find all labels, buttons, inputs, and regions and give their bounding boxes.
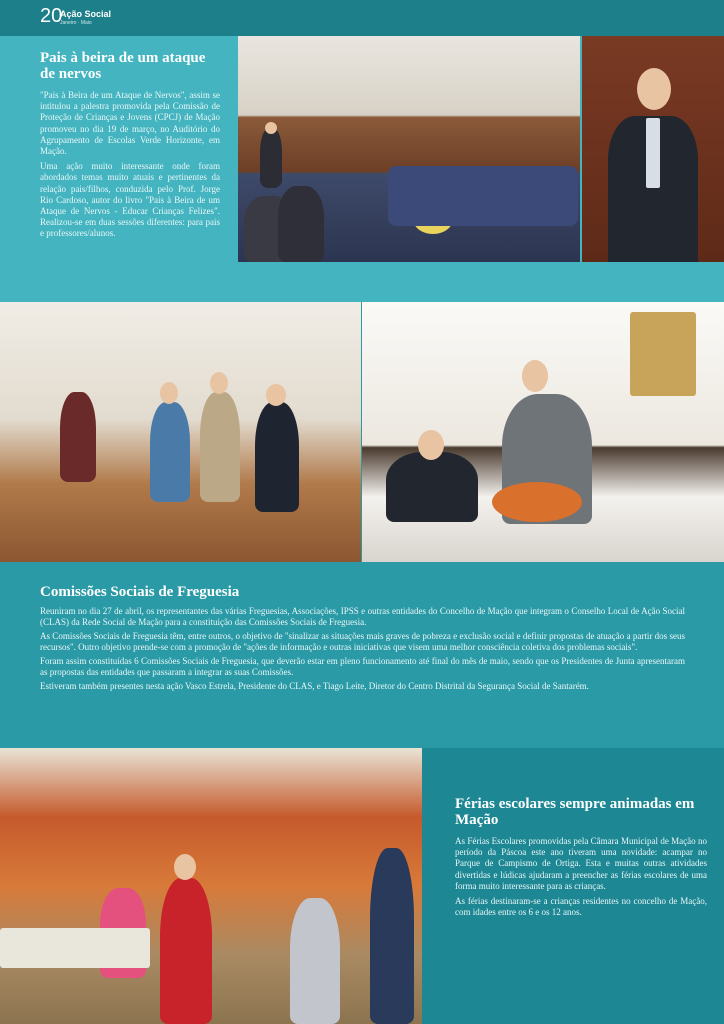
article-paragraph: Uma ação muito interessante onde foram abordados temas muito atuais e pertinentes da relação pais/filhos, conduzida pelo Prof. Jorge Rio Cardoso, autor do livro "Pais à Beira de um Ataque de Nervos - Educar Crianças Felizes". Realizou-se em duas sessões diferentes: para pais e professores/alunos. [40, 161, 220, 239]
photo-meeting-audience [0, 302, 361, 562]
page-number: 20 [40, 5, 63, 27]
article-text [40, 584, 685, 695]
article-paragraph: As Férias Escolares promovidas pela Câmara Municipal de Mação no período da Páscoa este ano tiveram uma novidade: acampar no Parque de Campismo de Ortiga. Esta e muitas outras atividades divertidas e lúdicas ajudaram a preencher as férias escolares de uma forma muito interessante para as crianças. [455, 836, 707, 891]
section-label: Ação Social [60, 9, 112, 19]
photo-speaker [582, 36, 724, 262]
page-header [0, 0, 724, 36]
article-text [455, 796, 707, 922]
photo-children-activity-room [0, 748, 422, 1024]
photo-auditorium-audience [238, 36, 580, 262]
article-paragraph: Estiveram também presentes nesta ação Vasco Estrela, Presidente do CLAS, e Tiago Leite, Diretor do Centro Distrital da Segurança Social de Santarém. [40, 681, 589, 691]
article-text [40, 50, 220, 244]
article-paragraph: As férias destinaram-se a crianças residentes no concelho de Mação, com idades entre os 6 e os 12 anos. [455, 896, 707, 918]
photo-officials-table [362, 302, 724, 562]
article-title: Comissões Sociais de Freguesia [40, 584, 240, 600]
article-paragraph: Reuniram no dia 27 de abril, os representantes das várias Freguesias, Associações, IPSS e outras entidades do Concelho de Mação que integram o Conselho Local de Ação Social (CLAS) da Rede Social de Mação para a constituição das Comissões Sociais de Freguesia. [40, 606, 685, 627]
article-paragraph: "Pais à Beira de um Ataque de Nervos", assim se intitulou a palestra promovida pela Comissão de Proteção de Crianças e Jovens (CPCJ) de Mação promoveu no dia 19 de março, no Auditório do Agrupamento de Escolas Verde Horizonte, em Mação. [40, 90, 220, 157]
article-ferias-escolares [422, 748, 724, 1024]
section-sublabel: Janeiro · Maio [60, 20, 92, 26]
article-paragraph: Foram assim constituídas 6 Comissões Sociais de Freguesia, que deverão estar em pleno funcionamento até final do mês de maio, sendo que os Presidentes de Junta apresentaram as propostas das entidades que passaram a integrar as suas Comissões. [40, 656, 685, 677]
article-paragraph: As Comissões Sociais de Freguesia têm, entre outros, o objetivo de "sinalizar as situações mais graves de pobreza e exclusão social e definir propostas de atuação a partir dos seus recursos". Outro objetivo prende-se com a promoção de "ações de informação e outras iniciativas que visem uma melhor consciência coletiva dos problemas sociais". [40, 631, 685, 652]
article-title: Férias escolares sempre animadas em Mação [455, 796, 695, 828]
article-comissoes-sociais [0, 562, 724, 748]
article-title: Pais à beira de um ataque de nervos [40, 50, 206, 82]
